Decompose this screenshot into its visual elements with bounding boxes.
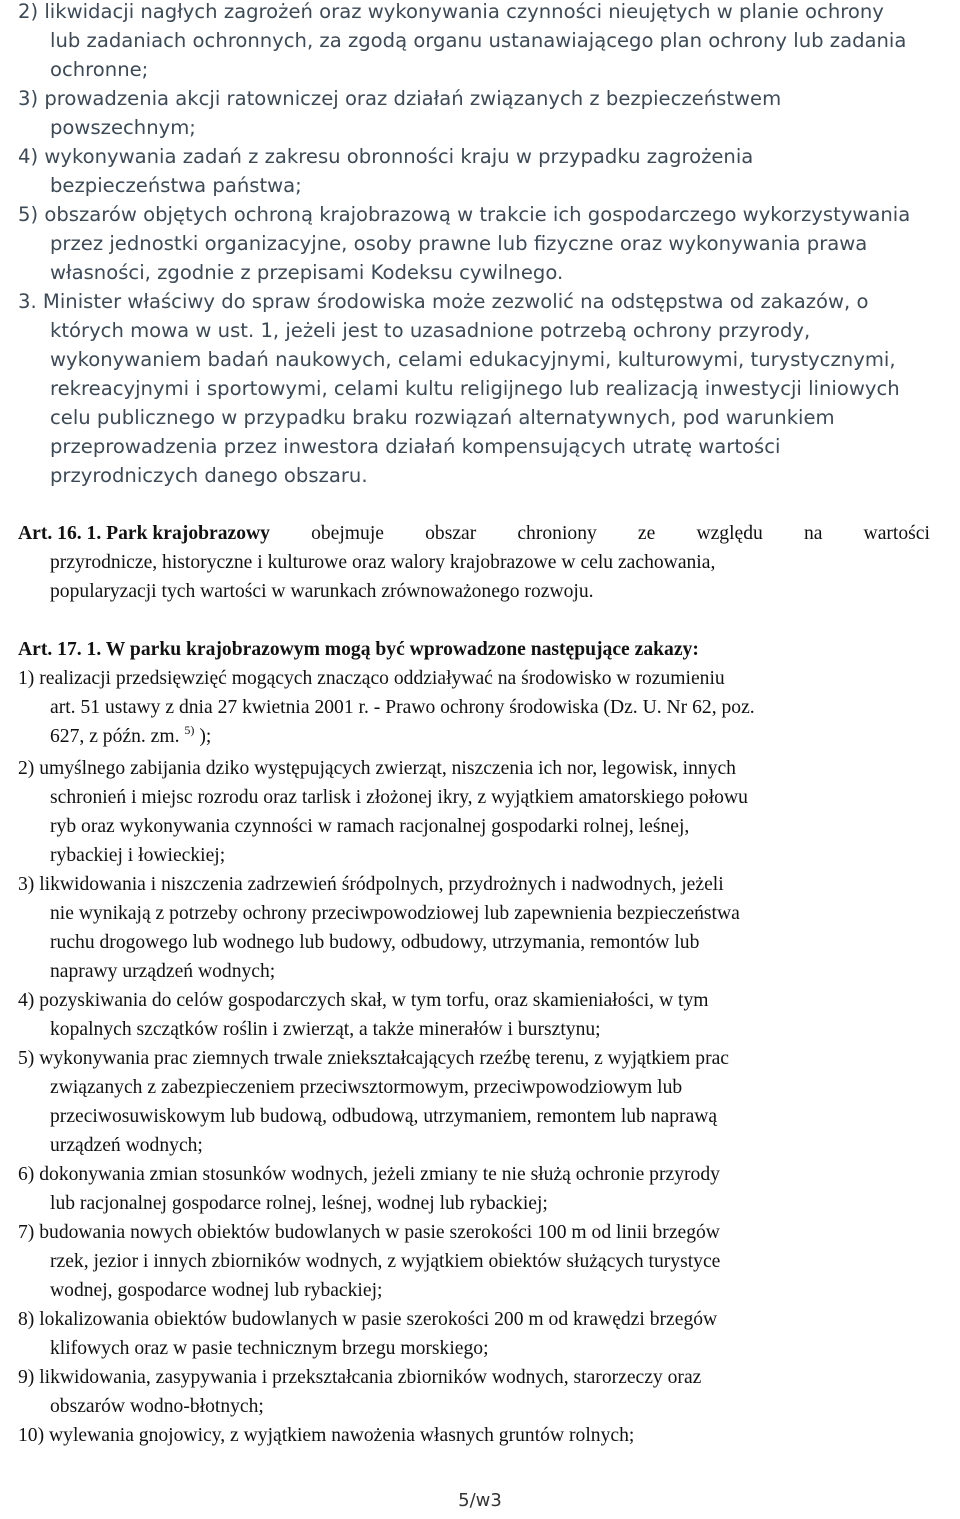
list-item-line: 6) dokonywania zmian stosunków wodnych, jeżeli zmiany te nie służą ochronie przyrody [18,1164,720,1185]
paragraph-line: przyrodniczych danego obszaru. [50,464,368,487]
list-item-line: 3) prowadzenia akcji ratowniczej oraz działań związanych z bezpieczeństwem [18,87,782,110]
list-item-line: 5) wykonywania prac ziemnych trwale zniekształcających rzeźbę terenu, z wyjątkiem prac [18,1048,730,1069]
art16-word: chroniony [517,523,597,544]
list-item-line: 3) likwidowania i niszczenia zadrzewień śródpolnych, przydrożnych i nadwodnych, jeżeli [18,874,724,895]
list-item-line: przeciwosuwiskowym lub budową, odbudową, utrzymaniem, remontem lub naprawą [50,1106,718,1127]
paragraph-line: 3. Minister właściwy do spraw środowiska może zezwolić na odstępstwa od zakazów, o [18,290,869,313]
list-item-line: ruchu drogowego lub wodnego lub budowy, odbudowy, utrzymania, remontów lub [50,932,700,953]
footnote-ref: 5) [184,723,195,737]
art16-word: obejmuje [311,523,384,544]
list-item-line: własności, zgodnie z przepisami Kodeksu cywilnego. [50,261,564,284]
list-item-line: 4) pozyskiwania do celów gospodarczych skał, w tym torfu, oraz skamieniałości, w tym [18,990,709,1011]
art16-word: wartości [863,523,930,544]
list-item-line: 2) likwidacji nagłych zagrożeń oraz wykonywania czynności nieujętych w planie ochrony [18,0,884,23]
list-item-line: bezpieczeństwa państwa; [50,174,302,197]
page-number: 5/w3 [458,1490,502,1511]
list-item-line: 5) obszarów objętych ochroną krajobrazową w trakcie ich gospodarczego wykorzystywania [18,203,911,226]
paragraph-line: wykonywaniem badań naukowych, celami edukacyjnymi, kulturowymi, turystycznymi, [50,348,896,371]
list-item-line: wodnej, gospodarce wodnej lub rybackiej; [50,1280,383,1301]
list-item-line: powszechnym; [50,116,196,139]
art17-heading: Art. 17. 1. W parku krajobrazowym mogą być wprowadzone następujące zakazy: [18,639,699,660]
list-item-line: 7) budowania nowych obiektów budowlanych w pasie szerokości 100 m od linii brzegów [18,1222,720,1243]
list-item-line: 1) realizacji przedsięwzięć mogących znacząco oddziaływać na środowisko w rozumieniu [18,668,725,689]
paragraph-line: celu publicznego w przypadku braku rozwiązań alternatywnych, pod warunkiem [50,406,835,429]
list-item-line: art. 51 ustawy z dnia 27 kwietnia 2001 r. - Prawo ochrony środowiska (Dz. U. Nr 62, poz. [50,697,755,718]
art16-line: popularyzacji tych wartości w warunkach zrównoważonego rozwoju. [50,581,594,602]
list-item-line: 2) umyślnego zabijania dziko występujących zwierząt, niszczenia ich nor, legowisk, innych [18,758,736,779]
list-item-line: rzek, jezior i innych zbiorników wodnych, z wyjątkiem obiektów służących turystyce [50,1251,721,1272]
art16-line: przyrodnicze, historyczne i kulturowe oraz walory krajobrazowe w celu zachowania, [50,552,716,573]
list-item-line: naprawy urządzeń wodnych; [50,961,276,982]
paragraph-line: przeprowadzenia przez inwestora działań kompensujących utratę wartości [50,435,781,458]
list-item-line: klifowych oraz w pasie technicznym brzegu morskiego; [50,1338,489,1359]
list-item-line: 4) wykonywania zadań z zakresu obronności kraju w przypadku zagrożenia [18,145,754,168]
list-item-line: ryb oraz wykonywania czynności w ramach racjonalnej gospodarki rolnej, leśnej, [50,816,690,837]
list-item-line: urządzeń wodnych; [50,1135,203,1156]
list-item-line: kopalnych szczątków roślin i zwierząt, a także minerałów i bursztynu; [50,1019,601,1040]
art16-word: obszar [425,523,477,544]
art16-word: ze [637,523,656,544]
list-item-line: nie wynikają z potrzeby ochrony przeciwpowodziowej lub zapewnienia bezpieczeństwa [50,903,740,924]
paragraph-line: rekreacyjnymi i sportowymi, celami kultu religijnego lub realizacją inwestycji liniowych [50,377,900,400]
art16-word: względu [696,523,763,544]
list-item-line: schronień i miejsc rozrodu oraz tarlisk i złożonej ikry, z wyjątkiem amatorskiego połowu [50,787,748,808]
list-item-line: lub racjonalnej gospodarce rolnej, leśnej, wodnej lub rybackiej; [50,1193,548,1214]
list-item-line: 8) lokalizowania obiektów budowlanych w pasie szerokości 200 m od krawędzi brzegów [18,1309,718,1330]
list-item-line: 10) wylewania gnojowicy, z wyjątkiem nawożenia własnych gruntów rolnych; [18,1425,635,1446]
art16-word: na [803,523,823,544]
list-item-line: 9) likwidowania, zasypywania i przekształcania zbiorników wodnych, starorzeczy oraz [18,1367,702,1388]
art16-first-line [18,520,930,548]
list-item-line: przez jednostki organizacyjne, osoby prawne lub fizyczne oraz wykonywania prawa [50,232,868,255]
list-item-line: lub zadaniach ochronnych, za zgodą organu ustanawiającego plan ochrony lub zadania [50,29,907,52]
list-item-line: obszarów wodno-błotnych; [50,1396,264,1417]
list-item-line: związanych z zabezpieczeniem przeciwsztormowym, przeciwpowodziowym lub [50,1077,683,1098]
list-item-line: rybackiej i łowieckiej; [50,845,226,866]
footnote-tail: ); [194,726,212,747]
list-item-line: ochronne; [50,58,149,81]
paragraph-line: których mowa w ust. 1, jeżeli jest to uzasadnione potrzebą ochrony przyrody, [50,319,811,342]
list-item-line: 627, z późn. zm. $^{5)}$ ); [50,723,212,747]
art16-heading: Art. 16. 1. Park krajobrazowy [18,523,270,544]
